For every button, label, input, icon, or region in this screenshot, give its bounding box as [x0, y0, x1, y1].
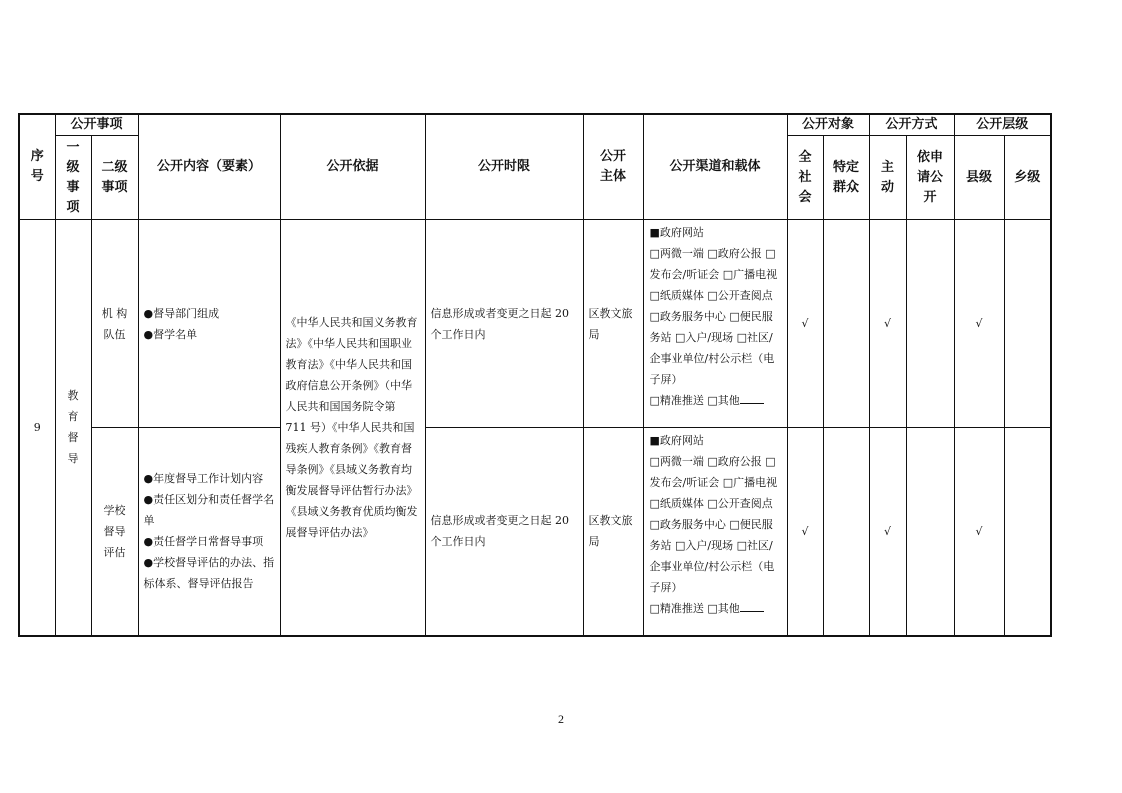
header-level1: 一级事项: [55, 136, 91, 220]
row-target-all: √: [787, 220, 823, 428]
content-item: ●督导部门组成: [143, 306, 220, 320]
header-level-county: 县级: [954, 136, 1004, 220]
row-method-apply: [906, 220, 954, 428]
row-channel: ■政府网站 □两微一端 □政府公报 □发布会/听证会 □广播电视 □纸质媒体 □公开查阅点 □政务服务中心 □便民服务站 □入户/现场 □社区/企事业单位/村公示栏（电子屏） □精准推送 □其他: [643, 428, 787, 636]
page-number: 2: [558, 712, 564, 726]
row-level2: 学校督导评估: [91, 428, 138, 636]
row-target-all: √: [787, 428, 823, 636]
header-content: 公开内容（要素）: [138, 114, 280, 220]
header-level-town: 乡级: [1004, 136, 1051, 220]
header-target-specific: 特定群众: [823, 136, 869, 220]
table-row: [19, 428, 1051, 636]
content-item: ●年度督导工作计划内容: [143, 472, 264, 486]
header-method-apply: 依申请公开: [906, 136, 954, 220]
row-time-limit: 信息形成或者变更之日起 20 个工作日内: [425, 428, 583, 636]
header-subject: 公开主体: [583, 114, 643, 220]
header-public-items: 公开事项: [55, 114, 138, 136]
header-time-limit: 公开时限: [425, 114, 583, 220]
row-subject: 区教文旅局: [583, 428, 643, 636]
header-seq: 序号: [19, 114, 55, 220]
header-level: 公开层级: [954, 114, 1051, 136]
header-method-active: 主动: [869, 136, 906, 220]
content-item: ●督学名单: [143, 327, 198, 341]
row-basis: 《中华人民共和国义务教育法》《中华人民共和国职业教育法》《中华人民共和国政府信息公开条例》（中华人民共和国国务院令第 711 号）《中华人民共和国残疾人教育条例》《教育督导条例》《县域义务教育均衡发展督导评估暂行办法》《县域义务教育优质均衡发展督导评估办法》: [280, 220, 425, 636]
table-row: [19, 220, 1051, 428]
disclosure-table: [18, 113, 1052, 637]
row-method-active: √: [869, 220, 906, 428]
row-level-town: [1004, 428, 1051, 636]
header-basis: 公开依据: [280, 114, 425, 220]
row-level1: 教育督导: [55, 220, 91, 636]
content-item: ●责任区划分和责任督学名单: [143, 493, 275, 528]
header-target-all: 全社会: [787, 136, 823, 220]
row-content: [138, 220, 280, 428]
row-level-town: [1004, 220, 1051, 428]
row-subject: 区教文旅局: [583, 220, 643, 428]
row-method-active: √: [869, 428, 906, 636]
header-target: 公开对象: [787, 114, 869, 136]
row-channel: ■政府网站 □两微一端 □政府公报 □发布会/听证会 □广播电视 □纸质媒体 □公开查阅点 □政务服务中心 □便民服务站 □入户/现场 □社区/企事业单位/村公示栏（电子屏） □精准推送 □其他: [643, 220, 787, 428]
row-method-apply: [906, 428, 954, 636]
header-channel: 公开渠道和载体: [643, 114, 787, 220]
row-level-county: √: [954, 428, 1004, 636]
row-seq: 9: [19, 220, 55, 636]
row-target-specific: [823, 220, 869, 428]
row-target-specific: [823, 428, 869, 636]
row-level2: 机 构队伍: [91, 220, 138, 428]
row-level-county: √: [954, 220, 1004, 428]
content-item: ●学校督导评估的办法、指标体系、督导评估报告: [143, 556, 275, 591]
header-method: 公开方式: [869, 114, 954, 136]
row-content: [138, 428, 280, 636]
header-level2: 二级事项: [91, 136, 138, 220]
row-time-limit: 信息形成或者变更之日起 20 个工作日内: [425, 220, 583, 428]
content-item: ●责任督学日常督导事项: [143, 535, 264, 549]
